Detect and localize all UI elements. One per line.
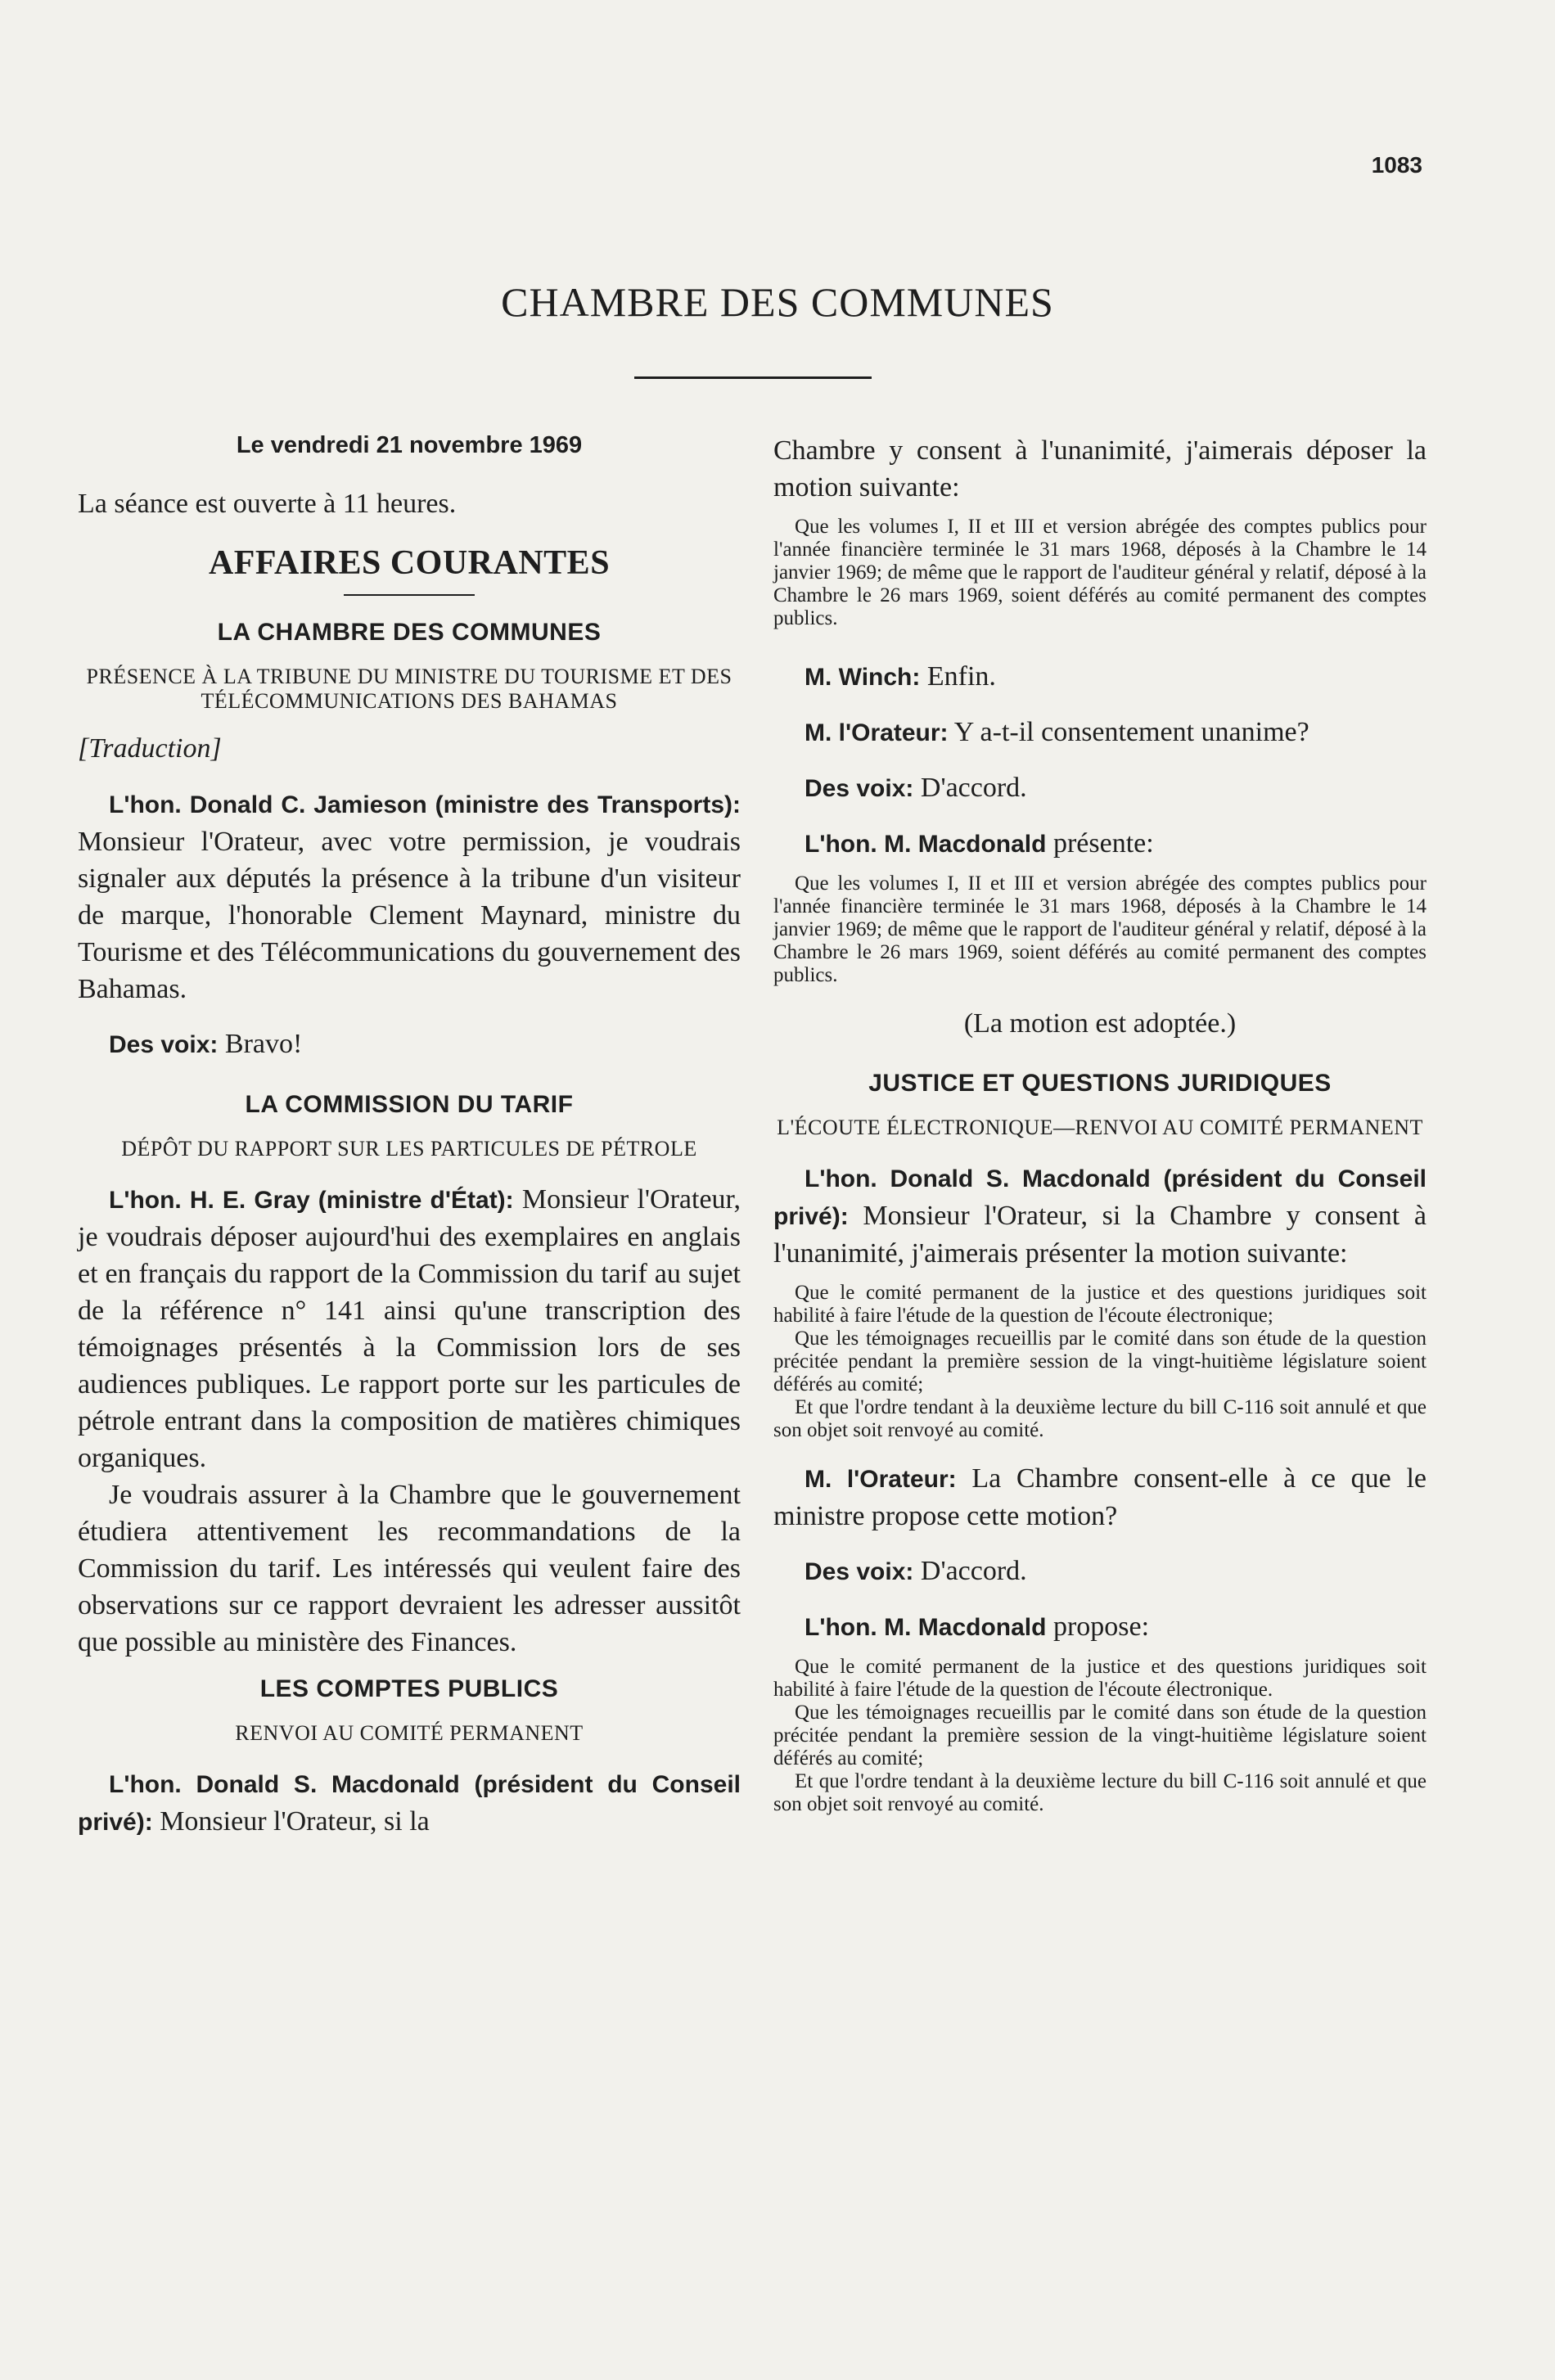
speech-voix-accord-2 <box>773 1553 1427 1590</box>
motion-text: Que les volumes I, II et III et version abrégée des comptes publics pour l'année financière terminée le 31 mars 1968, déposés à la Chambre le 14 janvier 1969; de même que le rapport de l'auditeur général y relatif, déposé à la Chambre le 26 mars 1969, soient déférés au comité permanent des comptes publics. <box>773 516 1427 629</box>
speech-text: Y a-t-il consentement unanime? <box>948 717 1309 747</box>
sitting-date: Le vendredi 21 novembre 1969 <box>236 432 583 458</box>
speech-continuation: Chambre y consent à l'unanimité, j'aimerais déposer la motion suivante: <box>773 435 1427 503</box>
motion-text: Que le comité permanent de la justice et des questions juridiques soit habilité à faire l'étude de la question de l'écoute électronique. <box>773 1656 1427 1701</box>
speaker-name: L'hon. H. E. Gray (ministre d'État): <box>109 1187 514 1214</box>
speaker-name: M. l'Orateur: <box>805 1466 957 1493</box>
speaker-name: L'hon. Donald S. Macdonald (président du Conseil privé): <box>773 1165 1427 1230</box>
motion-text: Et que l'ordre tendant à la deuxième lecture du bill C-116 soit annulé et que son objet soit renvoyé au comité. <box>773 1396 1427 1441</box>
subsection-heading-comptes: LES COMPTES PUBLICS <box>259 1675 559 1702</box>
opening-line: La séance est ouverte à 11 heures. <box>78 489 457 519</box>
speaker-name: L'hon. M. Macdonald <box>805 831 1047 858</box>
speech-text: La Chambre consent-elle à ce que le ministre propose cette motion? <box>773 1463 1427 1531</box>
speaker-name: M. l'Orateur: <box>805 719 949 746</box>
speech-macdonald-presente <box>773 825 1427 863</box>
speaker-name: L'hon. Donald S. Macdonald (président du Conseil privé): <box>78 1771 741 1836</box>
translation-note: [Traduction] <box>78 733 222 764</box>
speech-text: Monsieur l'Orateur, si la <box>152 1806 430 1837</box>
speech-text: Monsieur l'Orateur, avec votre permission, je voudrais signaler aux députés la présence à la tribune d'un visiteur de marque, l'honorable Clement Maynard, ministre du Tourisme et des Télécommunications du gouvernement des Bahamas. <box>78 827 741 1004</box>
page-number: 1083 <box>1371 152 1422 178</box>
speaker-name: M. Winch: <box>805 664 921 691</box>
topic-heading-petrole: DÉPÔT DU RAPPORT SUR LES PARTICULES DE PÉTROLE <box>121 1137 697 1161</box>
speech-orateur <box>773 714 1427 751</box>
right-column <box>773 432 1427 1816</box>
speech-text: propose: <box>1046 1611 1150 1642</box>
speaker-name: Des voix: <box>805 775 914 802</box>
speech-orateur-consent <box>773 1460 1427 1535</box>
motion-adopted: (La motion est adoptée.) <box>963 1008 1237 1039</box>
speech-voix-bravo <box>78 1025 741 1063</box>
speaker-name: L'hon. Donald C. Jamieson (ministre des Transports): <box>109 791 741 818</box>
topic-heading-ecoute: L'ÉCOUTE ÉLECTRONIQUE—RENVOI AU COMITÉ PERMANENT <box>777 1116 1423 1139</box>
motion-text: Que les témoignages recueillis par le comité dans son étude de la question précitée pendant la première session de la vingt-huitième législature soient déférés au comité; <box>773 1702 1427 1769</box>
subsection-heading-tarif: LA COMMISSION DU TARIF <box>245 1091 574 1118</box>
page-title: CHAMBRE DES COMMUNES <box>501 279 1054 325</box>
topic-heading-renvoi: RENVOI AU COMITÉ PERMANENT <box>235 1721 584 1745</box>
motion-text: Et que l'ordre tendant à la deuxième lecture du bill C-116 soit annulé et que son objet soit renvoyé au comité. <box>773 1770 1427 1815</box>
section-rule <box>344 594 475 596</box>
speech-jamieson <box>78 786 741 1007</box>
motion-text: Que les témoignages recueillis par le comité dans son étude de la question précitée pendant la première session de la vingt-huitième législature soient déférés au comité; <box>773 1327 1427 1395</box>
speech-macdonald-justice <box>773 1160 1427 1272</box>
speaker-name: Des voix: <box>805 1558 914 1585</box>
speaker-name: Des voix: <box>109 1031 219 1058</box>
motion-text: Que les volumes I, II et III et version abrégée des comptes publics pour l'année financière terminée le 31 mars 1968, déposés à la Chambre le 14 janvier 1969; de même que le rapport de l'auditeur général y relatif, déposé à la Chambre le 26 mars 1969, soient déférés au comité permanent des comptes publics. <box>773 872 1427 986</box>
speech-text: Monsieur l'Orateur, je voudrais déposer aujourd'hui des exemplaires en anglais et en français du rapport de la Commission du tarif au sujet de la référence n° 141 ainsi qu'une transcription des témoignages présentés à la Commission lors de ses audiences publiques. Le rapport porte sur les particules de pétrole entrant dans la composition de matières chimiques organiques. <box>78 1184 741 1473</box>
speech-text: Monsieur l'Orateur, si la Chambre y consent à l'unanimité, j'aimerais présenter la motion suivante: <box>773 1201 1427 1269</box>
topic-heading-presence: PRÉSENCE À LA TRIBUNE DU MINISTRE DU TOURISME ET DES TÉLÉCOMMUNICATIONS DES BAHAMAS <box>86 665 732 713</box>
motion-text: Que le comité permanent de la justice et des questions juridiques soit habilité à faire l'étude de la question de l'écoute électronique; <box>773 1282 1427 1327</box>
speech-winch <box>773 658 1427 696</box>
subsection-heading-chambre: LA CHAMBRE DES COMMUNES <box>217 619 602 646</box>
speaker-name: L'hon. M. Macdonald <box>805 1614 1047 1641</box>
subsection-heading-justice: JUSTICE ET QUESTIONS JURIDIQUES <box>868 1070 1332 1097</box>
speech-macdonald-propose <box>773 1608 1427 1646</box>
speech-text: Bravo! <box>218 1029 303 1059</box>
speech-macdonald <box>78 1765 741 1841</box>
speech-text: présente: <box>1046 828 1154 859</box>
speech-text: D'accord. <box>913 1556 1027 1586</box>
speech-gray-continued: Je voudrais assurer à la Chambre que le gouvernement étudiera attentivement les recommandations de la Commission du tarif. Les intéressés qui veulent faire des observations sur ce rapport devraient les adresser aussitôt que possible au ministère des Finances. <box>78 1480 741 1657</box>
speech-voix-accord <box>773 769 1427 807</box>
left-column <box>78 432 741 1841</box>
section-heading-affaires: AFFAIRES COURANTES <box>208 544 611 582</box>
speech-text: Enfin. <box>920 661 996 692</box>
title-rule <box>634 376 872 379</box>
speech-text: D'accord. <box>913 773 1027 803</box>
speech-gray <box>78 1181 741 1476</box>
